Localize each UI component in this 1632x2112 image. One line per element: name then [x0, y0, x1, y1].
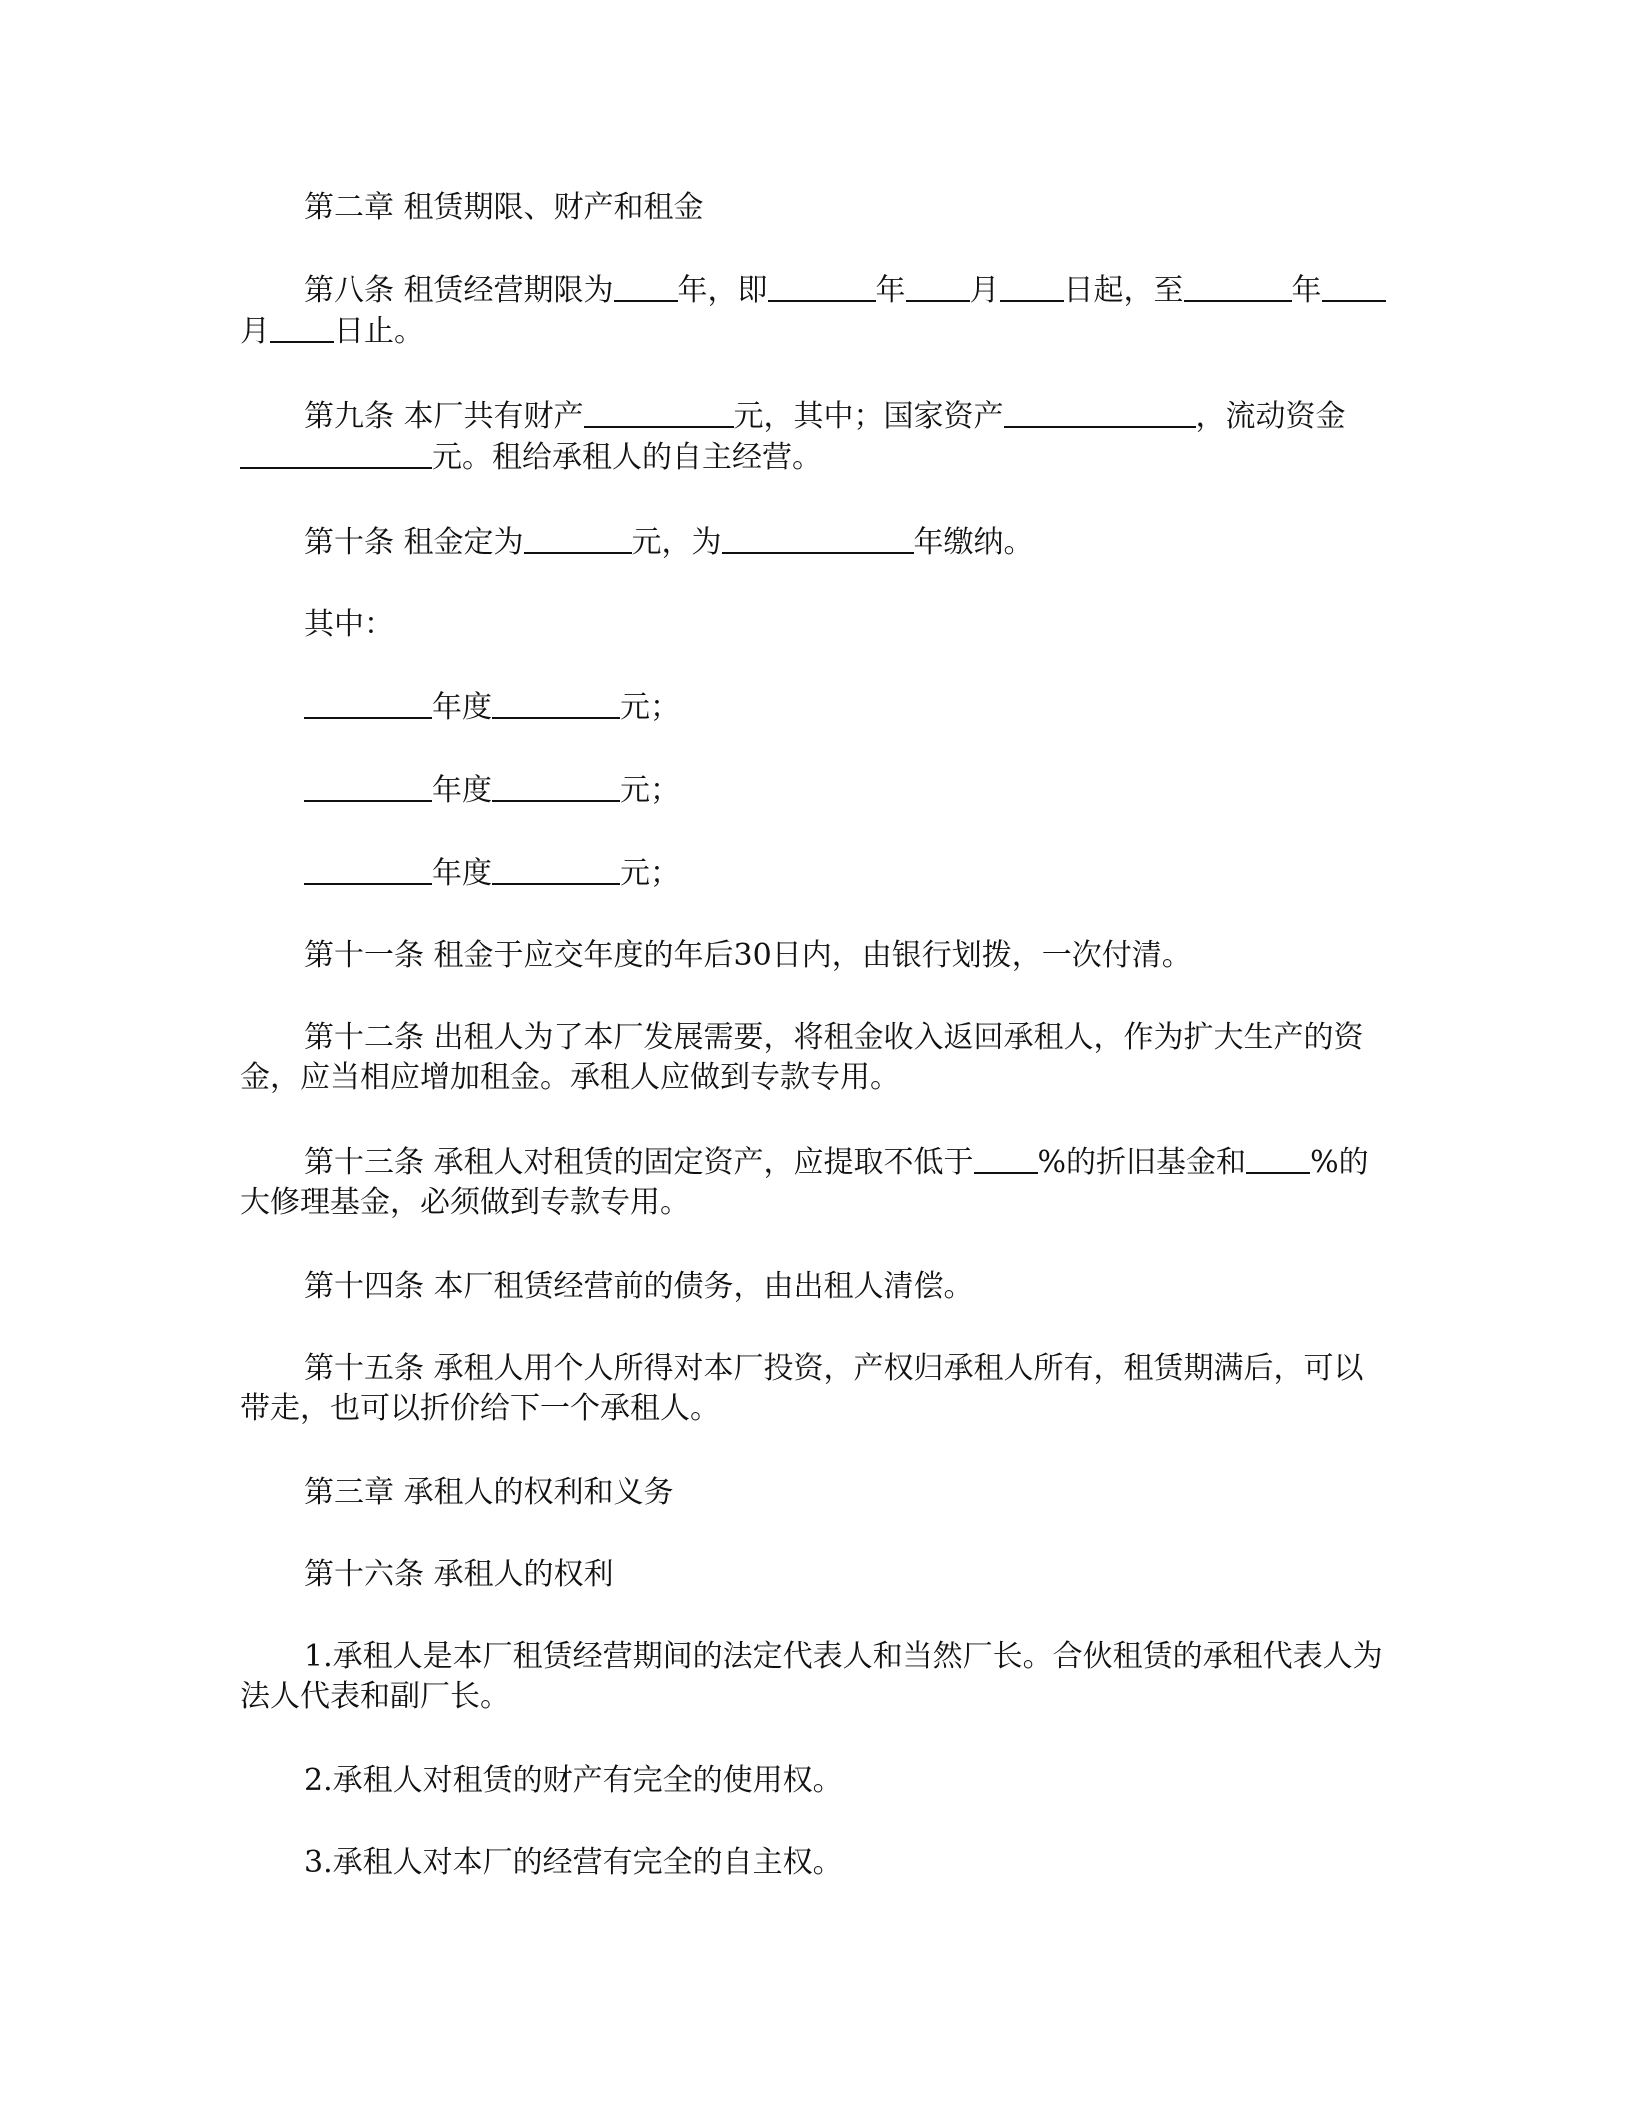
art9-text-4: 元。租给承租人的自主经营。	[432, 440, 822, 475]
blank-start-month[interactable]	[906, 270, 970, 302]
year-row-2-mid: 年度	[432, 773, 492, 808]
art9-text-1: 第九条 本厂共有财产	[304, 399, 584, 434]
art8-text-1: 第八条 租赁经营期限为	[304, 273, 614, 308]
blank-depreciation-pct[interactable]	[974, 1142, 1038, 1174]
article-12: 第十二条 出租人为了本厂发展需要，将租金收入返回承租人，作为扩大生产的资金，应当相应增加租金。承租人应做到专款专用。	[240, 1020, 1364, 1095]
art10-text-1: 第十条 租金定为	[304, 525, 524, 560]
blank-start-year[interactable]	[768, 270, 876, 302]
art10-text-2: 元，为	[631, 525, 722, 560]
art8-text-2: 年，即	[677, 273, 768, 308]
blank-year-2[interactable]	[304, 770, 432, 802]
year-row-1	[240, 687, 1390, 728]
article-11: 第十一条 租金于应交年度的年后30日内，由银行划拨，一次付清。	[304, 938, 1192, 973]
blank-end-year[interactable]	[1184, 270, 1292, 302]
blank-state-assets[interactable]	[1004, 396, 1196, 428]
art8-text-8: 日止。	[334, 314, 424, 349]
year-row-2-end: 元；	[620, 773, 680, 808]
blank-total-property[interactable]	[584, 396, 734, 428]
document-page	[240, 188, 1390, 1925]
blank-end-day[interactable]	[270, 311, 334, 343]
article-16: 第十六条 承租人的权利	[304, 1557, 614, 1592]
art8-text-6: 年	[1291, 273, 1322, 308]
article-9	[240, 396, 1390, 478]
year-row-2	[240, 770, 1390, 811]
right-item-2: 2.承租人对租赁的财产有完全的使用权。	[304, 1763, 843, 1798]
blank-start-day[interactable]	[1000, 270, 1064, 302]
art8-text-3: 年	[875, 273, 906, 308]
blank-amount-3[interactable]	[492, 853, 620, 885]
blank-rent-amount[interactable]	[524, 522, 632, 554]
art8-text-5: 日起，至	[1063, 273, 1184, 308]
art8-text-7: 月	[240, 314, 270, 349]
year-row-3	[240, 853, 1390, 894]
year-row-3-end: 元；	[620, 856, 680, 891]
blank-rent-period[interactable]	[722, 522, 914, 554]
article-13	[240, 1142, 1390, 1223]
chapter-2-title: 第二章 租赁期限、财产和租金	[304, 190, 704, 225]
art9-text-3: ，流动资金	[1195, 399, 1346, 434]
blank-year-3[interactable]	[304, 853, 432, 885]
art13-text-3: %的大修理基金，必须做到专款专用。	[240, 1145, 1369, 1220]
art10-text-3: 年缴纳。	[913, 525, 1034, 560]
chapter-3-title: 第三章 承租人的权利和义务	[304, 1475, 674, 1510]
art8-text-4: 月	[969, 273, 1000, 308]
article-14: 第十四条 本厂租赁经营前的债务，由出租人清偿。	[304, 1269, 974, 1304]
blank-years[interactable]	[614, 270, 678, 302]
art13-text-1: 第十三条 承租人对租赁的固定资产，应提取不低于	[304, 1145, 974, 1180]
blank-amount-2[interactable]	[492, 770, 620, 802]
blank-repair-pct[interactable]	[1246, 1142, 1310, 1174]
article-15: 第十五条 承租人用个人所得对本厂投资，产权归承租人所有，租赁期满后，可以带走，也可以折价给下一个承租人。	[240, 1351, 1364, 1426]
blank-working-capital[interactable]	[240, 437, 432, 469]
among-label: 其中：	[304, 607, 394, 642]
year-row-3-mid: 年度	[432, 856, 492, 891]
right-item-1: 1.承租人是本厂租赁经营期间的法定代表人和当然厂长。合伙租赁的承租代表人为法人代表和副厂长。	[240, 1639, 1383, 1714]
right-item-3: 3.承租人对本厂的经营有完全的自主权。	[304, 1845, 843, 1880]
year-row-1-end: 元；	[620, 690, 680, 725]
blank-year-1[interactable]	[304, 687, 432, 719]
art13-text-2: %的折旧基金和	[1037, 1145, 1247, 1180]
article-8	[240, 270, 1390, 352]
blank-end-month[interactable]	[1322, 270, 1386, 302]
art9-text-2: 元，其中；国家资产	[733, 399, 1004, 434]
year-row-1-mid: 年度	[432, 690, 492, 725]
article-10	[240, 522, 1390, 563]
blank-amount-1[interactable]	[492, 687, 620, 719]
